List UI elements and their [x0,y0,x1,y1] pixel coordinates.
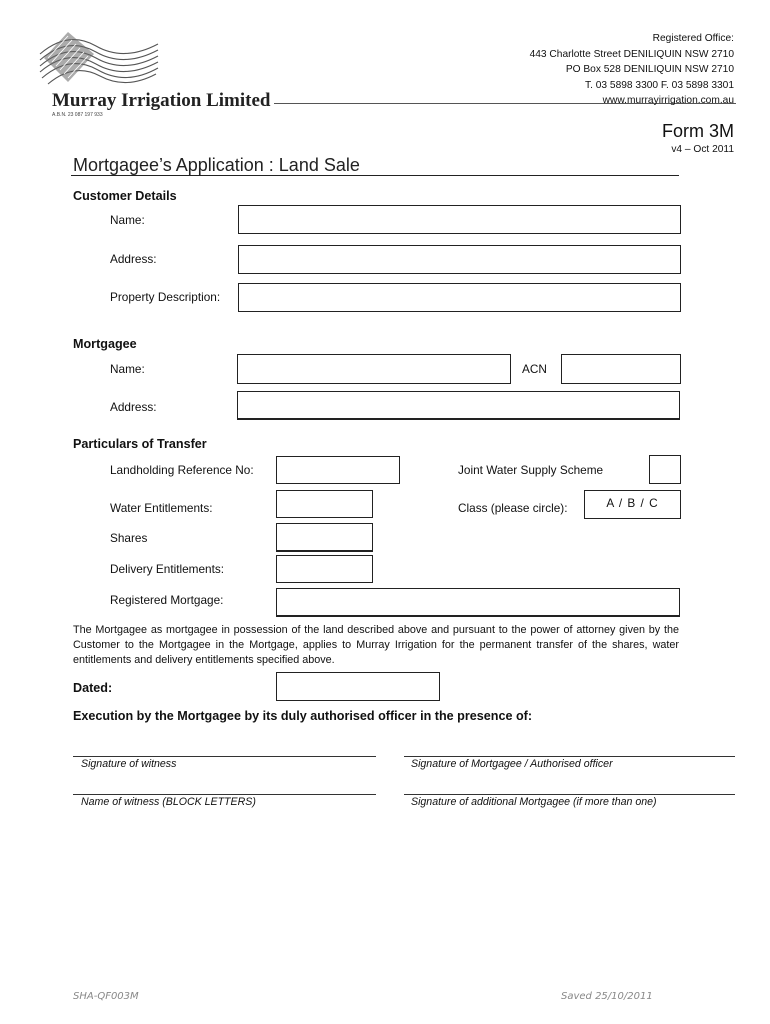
joint-scheme-checkbox[interactable] [649,455,681,484]
mortgagee-heading: Mortgagee [73,337,137,351]
delivery-entitlements-field[interactable] [276,555,373,583]
shares-field[interactable] [276,523,373,552]
water-entitlements-label: Water Entitlements: [110,501,213,515]
statement-text: The Mortgagee as mortgagee in possession of the land described above and pursuant to the power of attorney given by the Customer to the Mortgagee in the Mortgage, applies to Murray Irrigation for the permanent transfer of the shares, water entitlements and delivery entitlements specified above. [73,624,679,666]
abn-text: A.B.N. 23 087 197 933 [52,112,103,118]
customer-name-field[interactable] [238,205,681,234]
mortgagee-signature-line[interactable] [404,756,735,757]
class-options[interactable]: A / B / C [584,490,681,519]
title-rule [71,175,679,176]
additional-signature-line[interactable] [404,794,735,795]
document-code: SHA-QF003M [73,991,139,1002]
office-line: T. 03 5898 3300 F. 03 5898 3301 [585,79,734,91]
execution-heading: Execution by the Mortgagee by its duly authorised officer in the presence of: [73,709,533,723]
mortgagee-name-field[interactable] [237,354,511,384]
mortgagee-address-field[interactable] [237,391,680,420]
customer-name-label: Name: [110,213,145,227]
office-line: 443 Charlotte Street DENILIQUIN NSW 2710 [529,48,734,60]
landholding-label: Landholding Reference No: [110,463,254,477]
acn-field[interactable] [561,354,681,384]
mortgagee-signature-label: Signature of Mortgagee / Authorised officer [411,758,613,770]
water-entitlements-field[interactable] [276,490,373,518]
office-line: PO Box 528 DENILIQUIN NSW 2710 [565,64,734,76]
dated-label: Dated: [73,681,113,695]
customer-address-label: Address: [110,252,157,266]
page-title: Mortgagee’s Application : Land Sale [73,155,360,175]
customer-address-field[interactable] [238,245,681,274]
registered-office [530,31,734,109]
customer-heading: Customer Details [73,189,177,203]
form-number: Form 3M [662,121,734,141]
company-name: Murray Irrigation Limited [52,90,271,111]
witness-signature-label: Signature of witness [81,758,177,770]
shares-label: Shares [110,531,148,545]
delivery-entitlements-label: Delivery Entitlements: [110,562,225,576]
property-description-label: Property Description: [110,290,221,304]
joint-scheme-label: Joint Water Supply Scheme [458,463,604,477]
mortgagee-address-label: Address: [110,400,157,414]
property-description-field[interactable] [238,283,681,312]
class-label: Class (please circle): [458,501,568,515]
form-version: v4 – Oct 2011 [671,144,734,155]
registered-mortgage-field[interactable] [276,588,680,617]
witness-signature-line[interactable] [73,756,376,757]
witness-name-line[interactable] [73,794,376,795]
dated-field[interactable] [276,672,440,701]
transfer-heading: Particulars of Transfer [73,437,207,451]
mortgagee-name-label: Name: [110,362,145,376]
landholding-field[interactable] [276,456,400,484]
company-logo [38,24,160,94]
saved-date: Saved 25/10/2011 [561,991,653,1002]
office-line: www.murrayirrigation.com.au [602,95,734,107]
additional-signature-label: Signature of additional Mortgagee (if more than one) [411,796,657,808]
registered-mortgage-label: Registered Mortgage: [110,593,224,607]
witness-name-label: Name of witness (BLOCK LETTERS) [81,796,256,808]
acn-label: ACN [522,362,547,376]
office-line: Registered Office: [652,33,734,44]
